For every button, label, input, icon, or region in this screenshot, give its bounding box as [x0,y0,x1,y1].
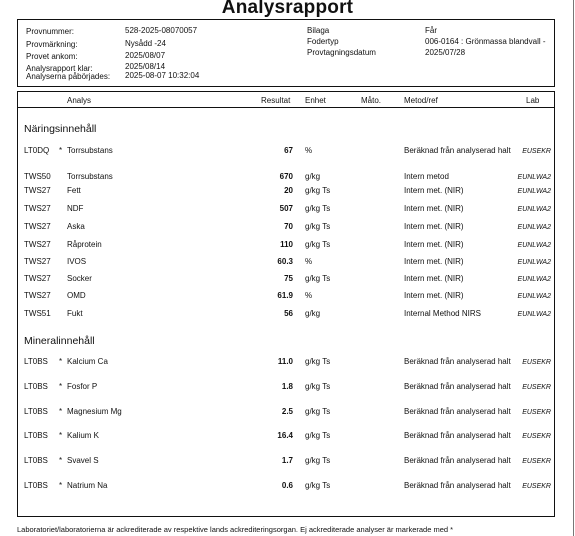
result-value: 20 [284,186,293,195]
table-row [18,291,554,311]
analysis-name: Kalium K [67,431,100,440]
result-value: 110 [280,240,293,249]
analysis-name: Fett [67,186,81,195]
analysis-code: TWS27 [24,274,51,283]
analysis-name: OMD [67,291,86,300]
lab-code: EUNLWA2 [517,174,551,181]
sample-info-box [17,19,555,87]
analysis-code: LT0BS [24,431,48,440]
table-row [18,407,554,427]
analysis-started-label: Analyserna påbörjades: [26,72,111,81]
result-value: 507 [279,204,293,213]
sample-marking-label: Provmärkning: [26,40,78,49]
non-accredited-marker: * [59,357,63,366]
non-accredited-marker: * [59,431,63,440]
accreditation-note: Laboratoriet/laboratorierna är ackrediterade av respektive lands ackrediteringsorgan. Ej ackrediterade analyser är markerade med * [17,525,454,534]
unit: g/kg Ts [305,240,331,249]
method: Beräknad från analyserad halt [404,382,511,391]
results-table [17,91,555,517]
analysis-code: LT0BS [24,481,48,490]
result-value: 70 [284,222,293,231]
lab-code: EUNLWA2 [517,206,551,213]
table-row [18,456,554,476]
unit: % [305,146,313,155]
section-title: Mineralinnehåll [24,335,95,347]
sampling-date-label: Provtagningsdatum [307,48,376,57]
analysis-code: TWS27 [24,186,51,195]
analysis-code: TWS50 [24,172,51,181]
table-row [18,382,554,402]
analysis-name: Kalcium Ca [67,357,108,366]
attachment-value: Får [425,26,437,35]
lab-code: EUNLWA2 [517,276,551,283]
col-mato: Måto. [361,96,382,105]
analysis-name: Natrium Na [67,481,108,490]
analysis-code: TWS27 [24,204,51,213]
lab-code: EUSEKR [522,409,551,416]
non-accredited-marker: * [59,382,63,391]
analysis-code: LT0BS [24,456,48,465]
non-accredited-marker: * [59,481,63,490]
analysis-name: NDF [67,204,84,213]
analysis-name: Socker [67,274,92,283]
lab-code: EUNLWA2 [517,259,551,266]
table-row [18,309,554,329]
lab-code: EUSEKR [522,433,551,440]
method: Beräknad från analyserad halt [404,481,511,490]
result-value: 16.4 [277,431,293,440]
sampling-date-value: 2025/07/28 [425,48,466,57]
table-row [18,204,554,224]
sample-marking-value: Nysådd -24 [125,39,166,48]
result-value: 60.3 [277,257,293,266]
method: Intern met. (NIR) [404,291,464,300]
col-enhet: Enhet [305,96,326,105]
unit: g/kg [305,172,321,181]
table-row [18,146,554,166]
analysis-code: TWS27 [24,222,51,231]
report-ready-value: 2025/08/14 [125,62,166,71]
lab-code: EUNLWA2 [517,188,551,195]
result-value: 61.9 [277,291,293,300]
unit: g/kg [305,309,321,318]
method: Beräknad från analyserad halt [404,407,511,416]
analysis-code: TWS51 [24,309,51,318]
table-row [18,222,554,242]
lab-code: EUSEKR [522,384,551,391]
method: Intern met. (NIR) [404,204,464,213]
unit: g/kg Ts [305,204,331,213]
unit: g/kg Ts [305,186,331,195]
unit: % [305,291,313,300]
method: Beräknad från analyserad halt [404,456,511,465]
arrival-label: Provet ankom: [26,52,78,61]
method: Intern met. (NIR) [404,257,464,266]
table-row [18,186,554,206]
lab-code: EUSEKR [522,483,551,490]
table-row [18,481,554,501]
sample-number-label: Provnummer: [26,27,75,36]
analysis-name: Svavel S [67,456,99,465]
analysis-name: Aska [67,222,85,231]
table-row [18,431,554,451]
method: Intern met. (NIR) [404,222,464,231]
result-value: 75 [284,274,293,283]
sample-number-value: 528-2025-08070057 [125,26,198,35]
lab-code: EUNLWA2 [517,293,551,300]
section-title: Näringsinnehåll [24,123,97,135]
result-value: 1.7 [281,456,293,465]
analysis-code: TWS27 [24,291,51,300]
analysis-code: LT0BS [24,407,48,416]
page-edge [573,0,574,536]
method: Intern met. (NIR) [404,240,464,249]
unit: g/kg Ts [305,357,331,366]
analysis-name: Torrsubstans [67,146,113,155]
non-accredited-marker: * [59,146,63,155]
result-value: 67 [284,146,293,155]
table-row [18,357,554,377]
method: Intern met. (NIR) [404,274,464,283]
lab-code: EUSEKR [522,148,551,155]
col-resultat: Resultat [261,96,291,105]
method: Beräknad från analyserad halt [404,357,511,366]
method: Beräknad från analyserad halt [404,431,511,440]
lab-code: EUSEKR [522,458,551,465]
analysis-code: LT0BS [24,357,48,366]
feed-type-value: 006-0164 : Grönmassa blandvall - [425,37,546,46]
analysis-name: Torrsubstans [67,172,113,181]
analysis-started-value: 2025-08-07 10:32:04 [125,71,200,80]
col-metod: Metod/ref [404,96,438,105]
non-accredited-marker: * [59,407,63,416]
lab-code: EUNLWA2 [517,242,551,249]
unit: g/kg Ts [305,222,331,231]
method: Beräknad från analyserad halt [404,146,511,155]
method: Intern met. (NIR) [404,186,464,195]
result-value: 1.8 [281,382,293,391]
unit: % [305,257,313,266]
unit: g/kg Ts [305,456,331,465]
analysis-name: IVOS [67,257,87,266]
analysis-name: Fukt [67,309,83,318]
method: Internal Method NIRS [404,309,481,318]
result-value: 670 [279,172,293,181]
col-analys: Analys [67,96,92,105]
analysis-name: Magnesium Mg [67,407,122,416]
table-header [18,92,554,108]
feed-type-label: Fodertyp [307,37,339,46]
lab-code: EUSEKR [522,359,551,366]
analysis-code: LT0DQ [24,146,50,155]
analysis-name: Fosfor P [67,382,98,391]
method: Intern metod [404,172,449,181]
attachment-label: Bilaga [307,26,330,35]
analysis-code: LT0BS [24,382,48,391]
analysis-code: TWS27 [24,257,51,266]
analysis-name: Råprotein [67,240,102,249]
arrival-value: 2025/08/07 [125,51,166,60]
result-value: 2.5 [281,407,293,416]
non-accredited-marker: * [59,456,63,465]
analysis-code: TWS27 [24,240,51,249]
col-lab: Lab [526,96,540,105]
report-ready-label: Analysrapport klar: [26,64,93,73]
unit: g/kg Ts [305,274,331,283]
unit: g/kg Ts [305,382,331,391]
unit: g/kg Ts [305,481,331,490]
result-value: 11.0 [277,357,293,366]
lab-code: EUNLWA2 [517,224,551,231]
unit: g/kg Ts [305,431,331,440]
report-title: Analysrapport [221,0,354,18]
lab-code: EUNLWA2 [517,311,551,318]
unit: g/kg Ts [305,407,331,416]
result-value: 56 [284,309,293,318]
result-value: 0.6 [281,481,293,490]
